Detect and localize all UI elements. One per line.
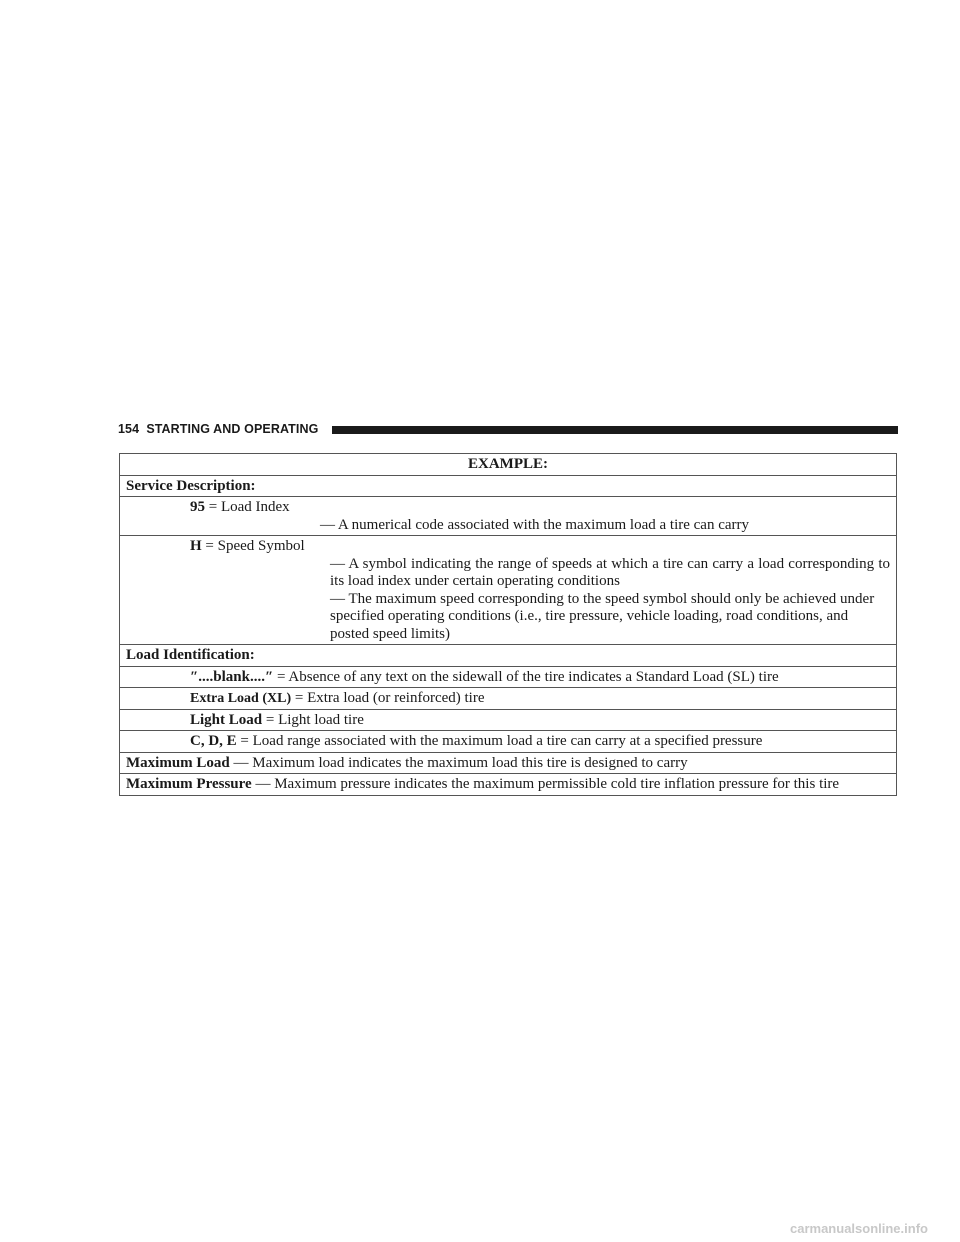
- cde-desc: = Load range associated with the maximum load a tire can carry at a specified pressure: [240, 733, 763, 749]
- speed-symbol-cell: [120, 536, 897, 645]
- speed-code: H: [190, 538, 202, 554]
- table-row: [120, 709, 897, 731]
- table-title: EXAMPLE:: [468, 456, 548, 472]
- table-row: [120, 688, 897, 710]
- table-row: [120, 536, 897, 645]
- page-header-text: [118, 422, 318, 436]
- watermark: carmanualsonline.info: [790, 1221, 928, 1236]
- page-header: [118, 421, 898, 439]
- light-desc: = Light load tire: [265, 711, 364, 728]
- speed-desc-2: — The maximum speed corresponding to the speed symbol should only be achieved under specified operating conditions (i.e., tire pressure, vehicle loading, road conditions, and posted speed limits): [330, 590, 875, 642]
- load-id-heading: Load Identification:: [126, 647, 255, 663]
- blank-desc: = Absence of any text on the sidewall of the tire indicates a Standard Load (SL) tire: [277, 668, 779, 685]
- max-load-term: Maximum Load: [126, 754, 230, 771]
- table-row: [120, 454, 897, 476]
- xl-cell: [120, 688, 897, 710]
- light-term: Light Load: [190, 711, 263, 728]
- table-cell: [120, 645, 897, 667]
- page-number: 154: [118, 422, 140, 436]
- service-heading: Service Description:: [126, 477, 256, 494]
- load-index-line: [190, 499, 890, 517]
- table-row: [120, 731, 897, 753]
- table-cell: [120, 475, 897, 497]
- load-index-cell: [120, 497, 897, 536]
- load-index-desc: — A numerical code associated with the maximum load a tire can carry: [320, 516, 750, 533]
- speed-label: = Speed Symbol: [205, 538, 305, 554]
- blank-term: ″....blank....″: [190, 668, 274, 685]
- table-row: [120, 497, 897, 536]
- header-rule: [332, 426, 898, 434]
- max-pressure-term: Maximum Pressure: [126, 776, 252, 792]
- light-cell: [120, 709, 897, 731]
- blank-cell: [120, 666, 897, 688]
- section-title: STARTING AND OPERATING: [146, 422, 319, 436]
- load-index-label: = Load Index: [208, 499, 290, 515]
- example-table: [119, 453, 897, 796]
- table-title-cell: [120, 454, 897, 476]
- speed-line: [190, 538, 890, 556]
- max-pressure-cell: [120, 774, 897, 796]
- max-pressure-desc: — Maximum pressure indicates the maximum permissible cold tire inflation pressure for this tire: [255, 776, 840, 792]
- speed-desc-1: — A symbol indicating the range of speeds at which a tire can carry a load corresponding to its load index under certain operating conditions: [330, 555, 890, 589]
- cde-term: C, D, E: [190, 733, 237, 749]
- cde-cell: [120, 731, 897, 753]
- max-load-desc: — Maximum load indicates the maximum load this tire is designed to carry: [233, 754, 688, 771]
- load-index-code: 95: [190, 499, 205, 515]
- xl-desc: = Extra load (or reinforced) tire: [294, 690, 485, 706]
- table-row: [120, 774, 897, 796]
- table-row: [120, 752, 897, 774]
- table-row: [120, 475, 897, 497]
- table-row: [120, 666, 897, 688]
- table-row: [120, 645, 897, 667]
- max-load-cell: [120, 752, 897, 774]
- xl-term: Extra Load (XL): [190, 691, 292, 706]
